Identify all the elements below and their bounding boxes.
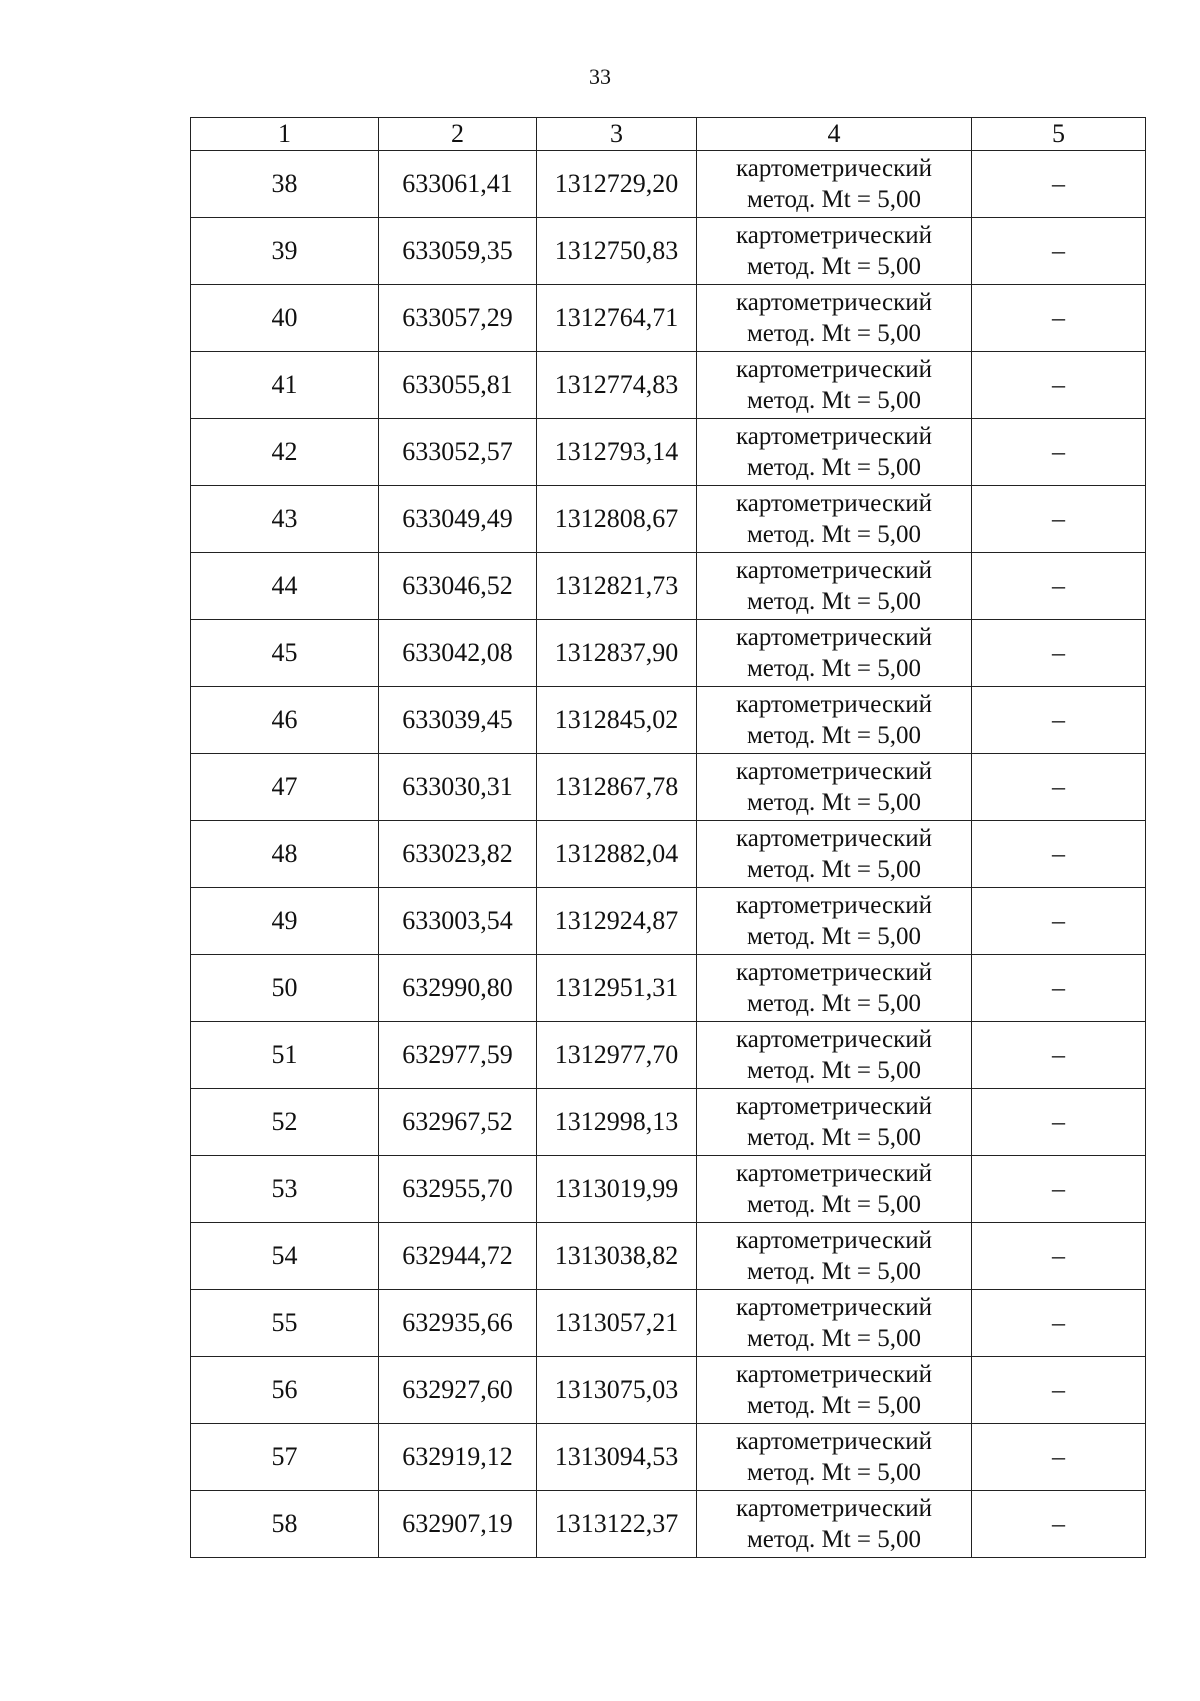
method-line-1: картометрический xyxy=(736,825,932,852)
method-line-1: картометрический xyxy=(736,1227,932,1254)
method-cell xyxy=(697,687,972,754)
method-line-1: картометрический xyxy=(736,423,932,450)
method-line-2: метод. Mt = 5,00 xyxy=(746,789,922,816)
table-row xyxy=(191,1223,1146,1290)
x-coordinate-cell: 632944,72 xyxy=(379,1223,537,1290)
method-line-2: метод. Mt = 5,00 xyxy=(746,521,922,548)
method-line-1: картометрический xyxy=(736,959,932,986)
method-line-2: метод. Mt = 5,00 xyxy=(746,1526,922,1553)
y-coordinate-cell: 1312793,14 xyxy=(537,419,697,486)
point-number-cell: 45 xyxy=(191,620,379,687)
x-coordinate-cell: 632907,19 xyxy=(379,1491,537,1558)
x-coordinate-cell: 633057,29 xyxy=(379,285,537,352)
y-coordinate-cell: 1313075,03 xyxy=(537,1357,697,1424)
table-row xyxy=(191,620,1146,687)
method-cell xyxy=(697,1089,972,1156)
x-coordinate-cell: 632990,80 xyxy=(379,955,537,1022)
note-cell: – xyxy=(972,218,1146,285)
x-coordinate-cell: 632935,66 xyxy=(379,1290,537,1357)
x-coordinate-cell: 633055,81 xyxy=(379,352,537,419)
note-cell: – xyxy=(972,955,1146,1022)
note-cell: – xyxy=(972,1357,1146,1424)
point-number-cell: 50 xyxy=(191,955,379,1022)
table-row xyxy=(191,1022,1146,1089)
method-cell xyxy=(697,1022,972,1089)
method-cell xyxy=(697,620,972,687)
method-line-2: метод. Mt = 5,00 xyxy=(746,387,922,414)
method-line-2: метод. Mt = 5,00 xyxy=(746,1459,922,1486)
method-cell xyxy=(697,1290,972,1357)
column-header-4: 4 xyxy=(697,118,972,151)
x-coordinate-cell: 632927,60 xyxy=(379,1357,537,1424)
note-cell: – xyxy=(972,1491,1146,1558)
method-cell xyxy=(697,218,972,285)
point-number-cell: 55 xyxy=(191,1290,379,1357)
note-cell: – xyxy=(972,486,1146,553)
table-row xyxy=(191,1424,1146,1491)
method-line-2: метод. Mt = 5,00 xyxy=(746,990,922,1017)
method-line-1: картометрический xyxy=(736,490,932,517)
point-number-cell: 43 xyxy=(191,486,379,553)
table-row xyxy=(191,687,1146,754)
point-number-cell: 58 xyxy=(191,1491,379,1558)
point-number-cell: 46 xyxy=(191,687,379,754)
note-cell: – xyxy=(972,1022,1146,1089)
point-number-cell: 57 xyxy=(191,1424,379,1491)
method-cell xyxy=(697,1491,972,1558)
point-number-cell: 54 xyxy=(191,1223,379,1290)
point-number-cell: 42 xyxy=(191,419,379,486)
method-line-2: метод. Mt = 5,00 xyxy=(746,1325,922,1352)
y-coordinate-cell: 1312837,90 xyxy=(537,620,697,687)
method-line-2: метод. Mt = 5,00 xyxy=(746,1258,922,1285)
method-line-2: метод. Mt = 5,00 xyxy=(746,1191,922,1218)
x-coordinate-cell: 633023,82 xyxy=(379,821,537,888)
note-cell: – xyxy=(972,1424,1146,1491)
table-header-row xyxy=(191,118,1146,151)
method-cell xyxy=(697,821,972,888)
method-line-2: метод. Mt = 5,00 xyxy=(746,588,922,615)
x-coordinate-cell: 632955,70 xyxy=(379,1156,537,1223)
table-row xyxy=(191,1290,1146,1357)
point-number-cell: 56 xyxy=(191,1357,379,1424)
y-coordinate-cell: 1313019,99 xyxy=(537,1156,697,1223)
x-coordinate-cell: 632919,12 xyxy=(379,1424,537,1491)
method-line-1: картометрический xyxy=(736,758,932,785)
method-cell xyxy=(697,151,972,218)
note-cell: – xyxy=(972,1290,1146,1357)
note-cell: – xyxy=(972,285,1146,352)
table-row xyxy=(191,151,1146,218)
point-number-cell: 38 xyxy=(191,151,379,218)
note-cell: – xyxy=(972,687,1146,754)
y-coordinate-cell: 1312808,67 xyxy=(537,486,697,553)
y-coordinate-cell: 1312845,02 xyxy=(537,687,697,754)
table-row xyxy=(191,754,1146,821)
x-coordinate-cell: 633030,31 xyxy=(379,754,537,821)
method-cell xyxy=(697,754,972,821)
method-line-1: картометрический xyxy=(736,155,932,182)
table-row xyxy=(191,1491,1146,1558)
table-row xyxy=(191,888,1146,955)
method-line-1: картометрический xyxy=(736,1428,932,1455)
y-coordinate-cell: 1312764,71 xyxy=(537,285,697,352)
point-number-cell: 53 xyxy=(191,1156,379,1223)
method-line-1: картометрический xyxy=(736,289,932,316)
column-header-5: 5 xyxy=(972,118,1146,151)
method-line-1: картометрический xyxy=(736,1026,932,1053)
note-cell: – xyxy=(972,419,1146,486)
note-cell: – xyxy=(972,352,1146,419)
method-line-1: картометрический xyxy=(736,1294,932,1321)
point-number-cell: 48 xyxy=(191,821,379,888)
method-cell xyxy=(697,486,972,553)
x-coordinate-cell: 633049,49 xyxy=(379,486,537,553)
table-row xyxy=(191,218,1146,285)
note-cell: – xyxy=(972,1223,1146,1290)
method-cell xyxy=(697,955,972,1022)
method-line-2: метод. Mt = 5,00 xyxy=(746,454,922,481)
method-line-1: картометрический xyxy=(736,222,932,249)
y-coordinate-cell: 1312750,83 xyxy=(537,218,697,285)
method-line-1: картометрический xyxy=(736,1093,932,1120)
y-coordinate-cell: 1312977,70 xyxy=(537,1022,697,1089)
x-coordinate-cell: 633061,41 xyxy=(379,151,537,218)
method-line-2: метод. Mt = 5,00 xyxy=(746,655,922,682)
method-line-1: картометрический xyxy=(736,1361,932,1388)
table-row xyxy=(191,1089,1146,1156)
method-line-2: метод. Mt = 5,00 xyxy=(746,320,922,347)
x-coordinate-cell: 633003,54 xyxy=(379,888,537,955)
method-line-1: картометрический xyxy=(736,691,932,718)
method-line-1: картометрический xyxy=(736,624,932,651)
point-number-cell: 47 xyxy=(191,754,379,821)
method-line-2: метод. Mt = 5,00 xyxy=(746,1392,922,1419)
y-coordinate-cell: 1312924,87 xyxy=(537,888,697,955)
note-cell: – xyxy=(972,888,1146,955)
x-coordinate-cell: 632977,59 xyxy=(379,1022,537,1089)
method-line-2: метод. Mt = 5,00 xyxy=(746,856,922,883)
y-coordinate-cell: 1313122,37 xyxy=(537,1491,697,1558)
table-row xyxy=(191,486,1146,553)
y-coordinate-cell: 1312774,83 xyxy=(537,352,697,419)
y-coordinate-cell: 1313057,21 xyxy=(537,1290,697,1357)
y-coordinate-cell: 1313094,53 xyxy=(537,1424,697,1491)
method-line-2: метод. Mt = 5,00 xyxy=(746,1124,922,1151)
method-cell xyxy=(697,888,972,955)
method-line-2: метод. Mt = 5,00 xyxy=(746,722,922,749)
note-cell: – xyxy=(972,553,1146,620)
note-cell: – xyxy=(972,821,1146,888)
point-number-cell: 40 xyxy=(191,285,379,352)
method-line-1: картометрический xyxy=(736,1160,932,1187)
point-number-cell: 44 xyxy=(191,553,379,620)
note-cell: – xyxy=(972,620,1146,687)
coordinates-table xyxy=(190,117,1146,1558)
point-number-cell: 41 xyxy=(191,352,379,419)
table-row xyxy=(191,553,1146,620)
x-coordinate-cell: 632967,52 xyxy=(379,1089,537,1156)
method-line-1: картометрический xyxy=(736,1495,932,1522)
note-cell: – xyxy=(972,1156,1146,1223)
column-header-1: 1 xyxy=(191,118,379,151)
method-line-2: метод. Mt = 5,00 xyxy=(746,1057,922,1084)
method-line-1: картометрический xyxy=(736,892,932,919)
method-cell xyxy=(697,1424,972,1491)
x-coordinate-cell: 633059,35 xyxy=(379,218,537,285)
method-line-2: метод. Mt = 5,00 xyxy=(746,186,922,213)
y-coordinate-cell: 1312821,73 xyxy=(537,553,697,620)
method-cell xyxy=(697,285,972,352)
table-row xyxy=(191,352,1146,419)
table-row xyxy=(191,955,1146,1022)
method-cell xyxy=(697,419,972,486)
method-line-1: картометрический xyxy=(736,557,932,584)
x-coordinate-cell: 633042,08 xyxy=(379,620,537,687)
y-coordinate-cell: 1313038,82 xyxy=(537,1223,697,1290)
x-coordinate-cell: 633046,52 xyxy=(379,553,537,620)
method-line-1: картометрический xyxy=(736,356,932,383)
method-cell xyxy=(697,1357,972,1424)
method-cell xyxy=(697,553,972,620)
y-coordinate-cell: 1312951,31 xyxy=(537,955,697,1022)
point-number-cell: 39 xyxy=(191,218,379,285)
page-number: 33 xyxy=(589,64,611,89)
table-row xyxy=(191,1357,1146,1424)
method-cell xyxy=(697,1156,972,1223)
point-number-cell: 49 xyxy=(191,888,379,955)
y-coordinate-cell: 1312867,78 xyxy=(537,754,697,821)
point-number-cell: 51 xyxy=(191,1022,379,1089)
x-coordinate-cell: 633039,45 xyxy=(379,687,537,754)
y-coordinate-cell: 1312882,04 xyxy=(537,821,697,888)
note-cell: – xyxy=(972,151,1146,218)
column-header-2: 2 xyxy=(379,118,537,151)
method-cell xyxy=(697,352,972,419)
note-cell: – xyxy=(972,754,1146,821)
note-cell: – xyxy=(972,1089,1146,1156)
table-row xyxy=(191,1156,1146,1223)
method-cell xyxy=(697,1223,972,1290)
y-coordinate-cell: 1312998,13 xyxy=(537,1089,697,1156)
table-row xyxy=(191,821,1146,888)
table-row xyxy=(191,419,1146,486)
y-coordinate-cell: 1312729,20 xyxy=(537,151,697,218)
method-line-2: метод. Mt = 5,00 xyxy=(746,923,922,950)
method-line-2: метод. Mt = 5,00 xyxy=(746,253,922,280)
table-row xyxy=(191,285,1146,352)
x-coordinate-cell: 633052,57 xyxy=(379,419,537,486)
point-number-cell: 52 xyxy=(191,1089,379,1156)
column-header-3: 3 xyxy=(537,118,697,151)
